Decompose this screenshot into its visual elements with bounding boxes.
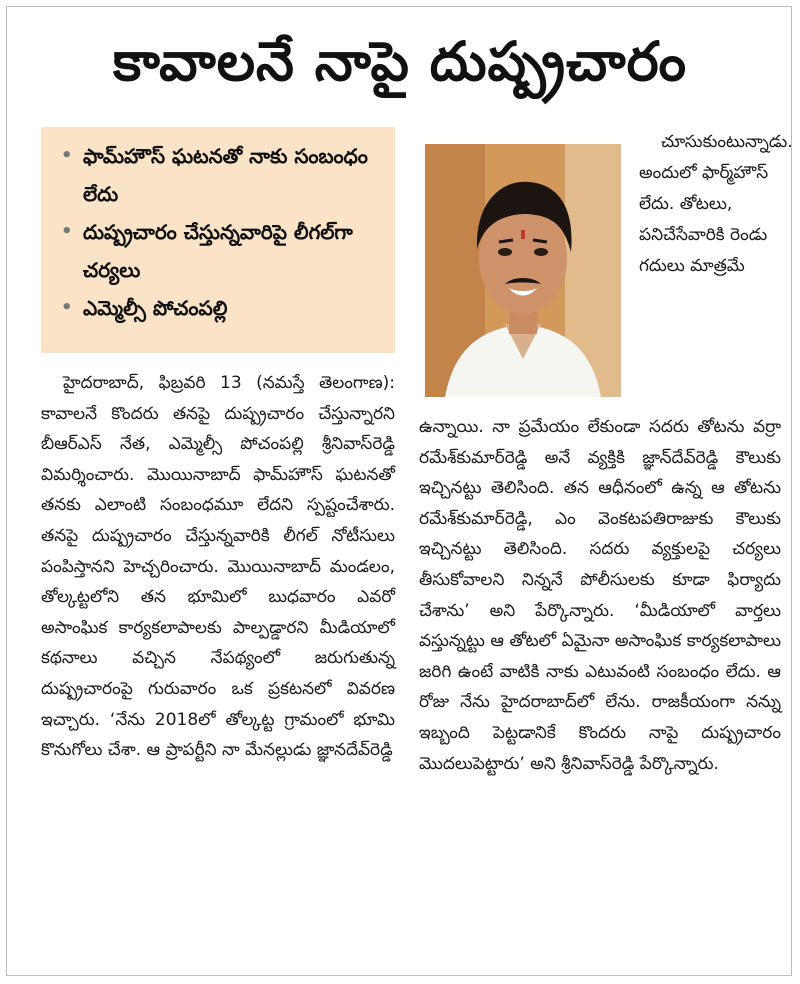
highlight-text: దుష్ప్రచారం చేస్తున్నవారిపై లీగల్‌గా చర్యలు [83,220,353,282]
bullet-icon: • [61,145,73,166]
article-headline: కావాలనే నాపై దుష్ప్రచారం [112,30,688,93]
portrait-photo-icon [425,144,621,397]
right-column [419,412,781,967]
bullet-icon: • [61,221,73,242]
right-column-text: ఉన్నాయి. నా ప్రమేయం లేకుండా సదరు తోటను వర్రా రమేశ్‌కుమార్‌రెడ్డి అనే వ్యక్తికి జ్ఞాన్‌దేవ్‌రెడ్డి కౌలుకు ఇచ్చినట్టు తెలిసింది. తన ఆధీనంలో ఉన్న ఆ తోటను రమేశ్‌కుమార్‌రెడ్డి, ఎం వెంకటపతిరాజుకు కౌలుకు ఇచ్చినట్టు తెలిసింది. సదరు వ్యక్తులపై చర్యలు తీసుకోవాలని నిన్ననే పోలీసులకు కూడా ఫిర్యాదు చేశాను’ అని పేర్కొన్నారు. ‘మీడియాలో వార్తలు వస్తున్నట్టు ఆ తోటలో ఏమైనా అసాంఘిక కార్యకలాపాలు జరిగి ఉంటే వాటికి నాకు ఎటువంటి సంబంధం లేదు. ఆ రోజు నేను హైదరాబాద్‌లో లేను. రాజకీయంగా నన్ను ఇబ్బంది పెట్టడానికే కొందరు నాపై దుష్ప్రచారం మొదలుపెట్టారు’ అని శ్రీనివాస్‌రెడ్డి పేర్కొన్నారు. [419,417,781,774]
highlights-box [41,127,395,353]
highlight-item [61,213,383,289]
bullet-icon: • [61,297,73,318]
highlights-list [61,137,383,327]
left-column [41,368,395,968]
right-top-text: చూసుకుంటున్నాడు. అందులో ఫార్మ్‌హౌస్ లేదు. తోటలు, పనిచేసేవారికి రెండు గదులు మాత్రమే [639,132,793,276]
highlight-text: ఎమ్మెల్సీ పోచంపల్లి [83,296,228,320]
highlight-text: ఫామ్‌హౌస్ ఘటనతో నాకు సంబంధం లేదు [83,144,368,206]
highlight-item [61,289,383,327]
news-clipping [6,6,792,976]
left-column-text: హైదరాబాద్, ఫిబ్రవరి 13 (నమస్తే తెలంగాణ): కావాలనే కొందరు తనపై దుష్ప్రచారం చేస్తున్నారని బీఆర్‌ఎస్ నేత, ఎమ్మెల్సీ పోచంపల్లి శ్రీనివాస్‌రెడ్డి విమర్శించారు. మొయినాబాద్ ఫామ్‌హౌస్ ఘటనతో తనకు ఎలాంటి సంబంధమూ లేదని స్పష్టంచేశారు. తనపై దుష్ప్రచారం చేస్తున్నవారికి లీగల్ నోటీసులు పంపిస్తానని హెచ్చరించారు. మొయినాబాద్ మండలం, తోల్కట్టలోని తన భూమిలో బుధవారం ఎవరో అసాంఘిక కార్యకలాపాలకు పాల్పడ్డారని మీడియాలో కథనాలు వచ్చిన నేపథ్యంలో జరుగుతున్న దుష్ప్రచారంపై గురువారం ఒక ప్రకటనలో వివరణ ఇచ్చారు. ‘నేను 2018లో తోల్కట్ట గ్రామంలో భూమి కొనుగోలు చేశా. ఆ ప్రాపర్టీని నా మేనల్లుడు జ్ఞానదేవ్‌రెడ్డి [41,373,395,761]
highlight-item [61,137,383,213]
portrait-illustration [425,144,621,397]
right-top-column [639,127,793,407]
